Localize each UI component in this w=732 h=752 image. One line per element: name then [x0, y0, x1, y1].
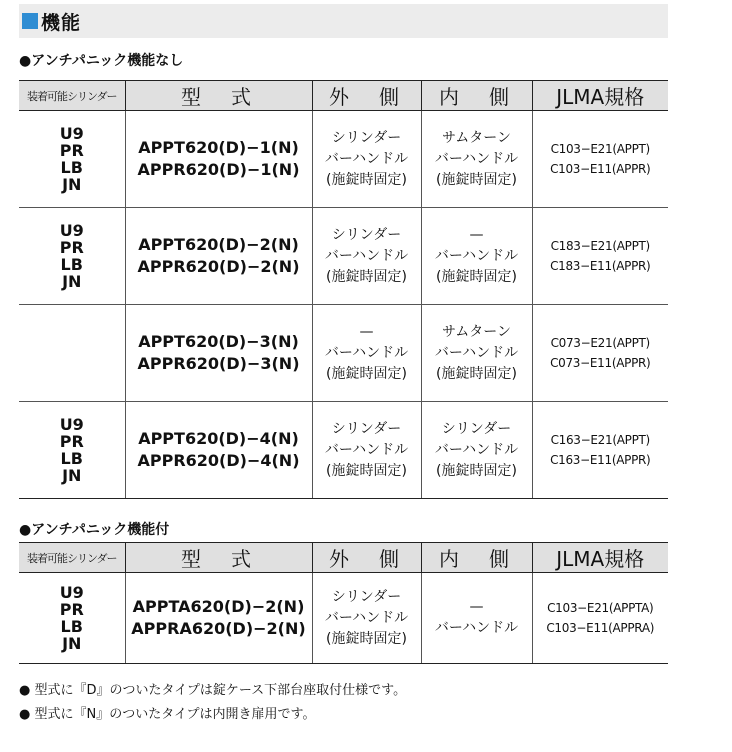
model-line: APPR620(D)−2(N) — [137, 257, 300, 276]
header-cylinder: 装着可能シリンダー — [19, 543, 125, 573]
model-line: APPR620(D)−4(N) — [137, 451, 300, 470]
cylinder-line: U9 — [59, 221, 84, 240]
outer-line: バーハンドル — [324, 344, 409, 361]
section2-title: ●アンチパニック機能付 — [19, 522, 170, 538]
cylinder-cell — [19, 573, 125, 664]
jlma-line: C103−E11(APPRA) — [546, 621, 655, 635]
model-line: APPT620(D)−3(N) — [138, 332, 299, 351]
cylinder-line: LB — [60, 255, 83, 274]
outer-cell — [312, 111, 421, 208]
inner-line: (施錠時固定) — [436, 462, 517, 479]
inner-line: サムターン — [441, 323, 512, 340]
table-row — [19, 111, 668, 208]
header-cylinder: 装着可能シリンダー — [19, 81, 125, 111]
model-line: APPR620(D)−1(N) — [137, 160, 300, 179]
cylinder-cell — [19, 208, 125, 305]
jlma-line: C163−E21(APPT) — [550, 433, 650, 447]
inner-line: バーハンドル — [434, 344, 519, 361]
outer-line: (施錠時固定) — [326, 630, 407, 647]
cylinder-line: U9 — [59, 415, 84, 434]
outer-cell — [312, 208, 421, 305]
table-row — [19, 208, 668, 305]
outer-line: (施錠時固定) — [326, 365, 407, 382]
blue-square-icon — [22, 13, 38, 29]
cylinder-line: PR — [59, 432, 84, 451]
inner-cell — [421, 111, 532, 208]
outer-line: シリンダー — [331, 420, 402, 437]
inner-line: バーハンドル — [434, 620, 519, 636]
outer-cell — [312, 573, 421, 664]
jlma-line: C073−E11(APPR) — [550, 356, 651, 370]
inner-cell — [421, 208, 532, 305]
header-inner: 内 側 — [421, 543, 532, 573]
outer-line: シリンダー — [331, 226, 402, 243]
inner-line: サムターン — [441, 129, 512, 146]
jlma-line: C103−E21(APPT) — [550, 142, 650, 156]
cylinder-line: U9 — [59, 124, 84, 143]
cylinder-cell — [19, 305, 125, 402]
inner-line: — — [469, 226, 484, 243]
cylinder-line: U9 — [59, 583, 84, 602]
inner-line: バーハンドル — [434, 150, 519, 167]
inner-line: — — [469, 599, 484, 615]
section-header-title: 機能 — [41, 11, 82, 34]
header-jlma: JLMA規格 — [532, 81, 668, 111]
cylinder-line: JN — [62, 272, 82, 291]
jlma-line: C183−E11(APPR) — [550, 259, 651, 273]
cylinder-line: LB — [60, 158, 83, 177]
spec-table-antipanic — [19, 542, 668, 664]
outer-line: バーハンドル — [324, 247, 409, 264]
model-cell — [125, 208, 312, 305]
note-n-type: ● 型式に『N』のついたタイプは内開き扉用です。 — [19, 707, 316, 722]
cylinder-line: JN — [62, 634, 82, 653]
inner-cell — [421, 305, 532, 402]
jlma-cell — [532, 573, 668, 664]
cylinder-line: JN — [62, 175, 82, 194]
header-model: 型 式 — [125, 81, 312, 111]
jlma-cell — [532, 402, 668, 499]
header-jlma: JLMA規格 — [532, 543, 668, 573]
inner-line: (施錠時固定) — [436, 268, 517, 285]
jlma-line: C163−E11(APPR) — [550, 453, 651, 467]
cylinder-line: PR — [59, 141, 84, 160]
spec-table-no-antipanic — [19, 80, 668, 499]
jlma-line: C103−E11(APPR) — [550, 162, 651, 176]
inner-line: (施錠時固定) — [436, 171, 517, 188]
model-line: APPT620(D)−2(N) — [138, 235, 299, 254]
inner-cell — [421, 402, 532, 499]
table-row — [19, 402, 668, 499]
model-line: APPR620(D)−3(N) — [137, 354, 300, 373]
model-cell — [125, 305, 312, 402]
outer-line: バーハンドル — [324, 609, 409, 626]
model-line: APPTA620(D)−2(N) — [132, 597, 305, 616]
cylinder-cell — [19, 111, 125, 208]
outer-line: — — [359, 323, 374, 340]
jlma-cell — [532, 305, 668, 402]
outer-cell — [312, 305, 421, 402]
section1-title: ●アンチパニック機能なし — [19, 53, 184, 69]
outer-line: (施錠時固定) — [326, 171, 407, 188]
cylinder-line: JN — [62, 466, 82, 485]
header-inner: 内 側 — [421, 81, 532, 111]
model-line: APPRA620(D)−2(N) — [131, 619, 306, 638]
outer-line: (施錠時固定) — [326, 268, 407, 285]
outer-line: シリンダー — [331, 129, 402, 146]
jlma-cell — [532, 208, 668, 305]
header-outer: 外 側 — [312, 81, 421, 111]
jlma-line: C183−E21(APPT) — [550, 239, 650, 253]
model-cell — [125, 573, 312, 664]
model-cell — [125, 402, 312, 499]
header-outer: 外 側 — [312, 543, 421, 573]
note-d-type: ● 型式に『D』のついたタイプは錠ケース下部台座取付仕様です。 — [19, 683, 407, 698]
jlma-line: C103−E21(APPTA) — [547, 601, 654, 615]
inner-line: バーハンドル — [434, 441, 519, 458]
cylinder-line: LB — [60, 449, 83, 468]
inner-cell — [421, 573, 532, 664]
outer-line: シリンダー — [331, 588, 402, 605]
inner-line: シリンダー — [441, 420, 512, 437]
cylinder-line: LB — [60, 617, 83, 636]
inner-line: バーハンドル — [434, 247, 519, 264]
cylinder-line: PR — [59, 600, 84, 619]
model-line: APPT620(D)−4(N) — [138, 429, 299, 448]
header-model: 型 式 — [125, 543, 312, 573]
cylinder-line: PR — [59, 238, 84, 257]
cylinder-cell — [19, 402, 125, 499]
outer-line: バーハンドル — [324, 150, 409, 167]
model-cell — [125, 111, 312, 208]
model-line: APPT620(D)−1(N) — [138, 138, 299, 157]
outer-cell — [312, 402, 421, 499]
jlma-line: C073−E21(APPT) — [550, 336, 650, 350]
outer-line: バーハンドル — [324, 441, 409, 458]
table-row — [19, 573, 668, 664]
section-header — [19, 4, 668, 38]
table-row — [19, 305, 668, 402]
outer-line: (施錠時固定) — [326, 462, 407, 479]
jlma-cell — [532, 111, 668, 208]
inner-line: (施錠時固定) — [436, 365, 517, 382]
